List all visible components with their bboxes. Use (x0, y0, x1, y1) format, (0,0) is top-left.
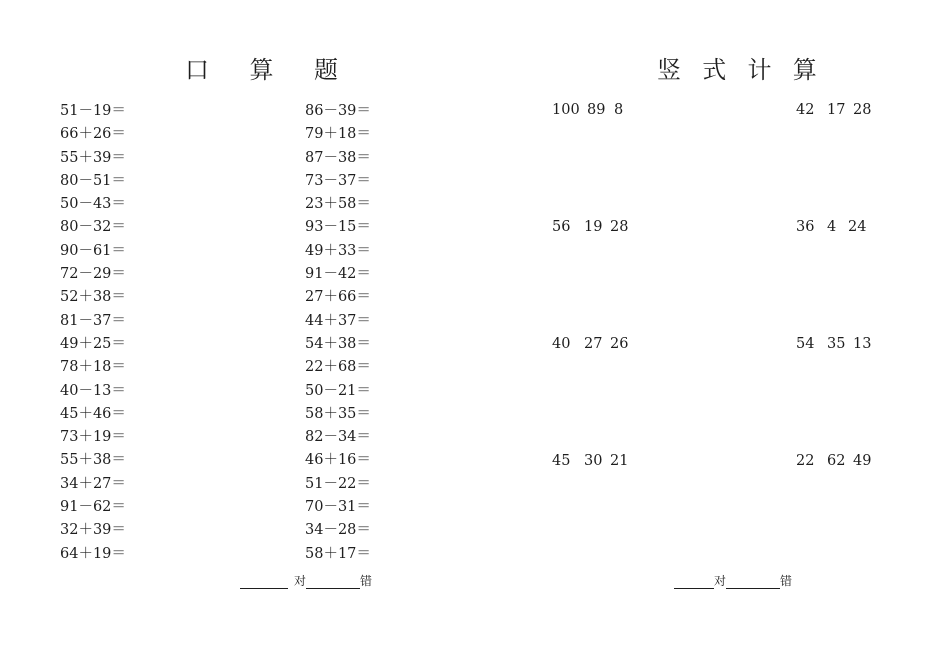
correct-count-blank (240, 574, 288, 589)
oral-problem: 73－37＝ (305, 172, 371, 189)
oral-problem: 55＋38＝ (60, 452, 126, 469)
oral-problem: 51－22＝ (305, 475, 371, 492)
operand-number: 56 (552, 219, 571, 235)
oral-problem: 54＋38＝ (305, 335, 371, 352)
oral-problem: 55＋39＝ (60, 149, 126, 166)
operand-number: 100 (552, 102, 580, 118)
vertical-problem (796, 102, 871, 118)
operand-number: 89 (587, 102, 606, 118)
operand-number: 28 (853, 102, 872, 118)
operand-number: 42 (796, 102, 815, 118)
oral-problem: 91－62＝ (60, 499, 126, 516)
oral-problem: 81－37＝ (60, 312, 126, 329)
oral-arithmetic-title: 口 算 题 (185, 56, 341, 84)
vertical-problem (796, 336, 871, 352)
oral-problem: 79＋18＝ (305, 126, 371, 143)
oral-problem: 50－21＝ (305, 382, 371, 399)
operand-number: 13 (853, 336, 872, 352)
operand-number: 62 (827, 453, 846, 469)
oral-problem: 32＋39＝ (60, 522, 126, 539)
correct-label: 对 (294, 574, 307, 588)
oral-problem: 34－28＝ (305, 522, 371, 539)
oral-problem: 23＋58＝ (305, 196, 371, 213)
score-line-right (674, 572, 792, 589)
oral-problem: 49＋33＝ (305, 242, 371, 259)
oral-problem: 49＋25＝ (60, 335, 126, 352)
operand-number: 21 (610, 453, 629, 469)
oral-problem: 66＋26＝ (60, 126, 126, 143)
oral-problem: 82－34＝ (305, 429, 371, 446)
vertical-problem (796, 219, 866, 235)
oral-problem: 58＋17＝ (305, 545, 371, 562)
operand-number: 17 (827, 102, 846, 118)
operand-number: 45 (552, 453, 571, 469)
score-line-left (240, 572, 372, 589)
operand-number: 26 (610, 336, 629, 352)
oral-problem: 64＋19＝ (60, 545, 126, 562)
vertical-problem (552, 219, 628, 235)
operand-number: 28 (610, 219, 629, 235)
oral-problem: 45＋46＝ (60, 405, 126, 422)
oral-problem: 87－38＝ (305, 149, 371, 166)
vertical-problem (552, 102, 623, 118)
oral-problem: 27＋66＝ (305, 289, 371, 306)
correct-count-blank (674, 574, 714, 589)
wrong-label: 错 (360, 574, 373, 588)
oral-problem: 40－13＝ (60, 382, 126, 399)
operand-number: 30 (584, 453, 603, 469)
operand-number: 49 (853, 453, 872, 469)
oral-problem: 34＋27＝ (60, 475, 126, 492)
oral-problem: 80－32＝ (60, 219, 126, 236)
oral-problem: 58＋35＝ (305, 405, 371, 422)
oral-problem: 91－42＝ (305, 266, 371, 283)
vertical-problem (552, 336, 628, 352)
oral-problem: 70－31＝ (305, 499, 371, 516)
oral-column-right (305, 100, 371, 566)
operand-number: 27 (584, 336, 603, 352)
vertical-problem (552, 453, 628, 469)
oral-problem: 50－43＝ (60, 196, 126, 213)
operand-number: 22 (796, 453, 815, 469)
operand-number: 35 (827, 336, 846, 352)
oral-problem: 80－51＝ (60, 172, 126, 189)
correct-label: 对 (714, 574, 727, 588)
operand-number: 54 (796, 336, 815, 352)
oral-problem: 93－15＝ (305, 219, 371, 236)
oral-problem: 72－29＝ (60, 266, 126, 283)
operand-number: 8 (614, 102, 624, 118)
wrong-count-blank (306, 574, 360, 589)
oral-problem: 73＋19＝ (60, 429, 126, 446)
wrong-label: 错 (780, 574, 793, 588)
operand-number: 4 (827, 219, 837, 235)
oral-problem: 44＋37＝ (305, 312, 371, 329)
oral-problem: 90－61＝ (60, 242, 126, 259)
oral-problem: 46＋16＝ (305, 452, 371, 469)
operand-number: 24 (848, 219, 867, 235)
oral-problem: 51－19＝ (60, 103, 126, 119)
operand-number: 19 (584, 219, 603, 235)
vertical-calculation-title: 竖 式 计 算 (657, 56, 819, 84)
operand-number: 36 (796, 219, 815, 235)
operand-number: 40 (552, 336, 571, 352)
wrong-count-blank (726, 574, 780, 589)
oral-problem: 78＋18＝ (60, 359, 126, 376)
oral-problem: 22＋68＝ (305, 359, 371, 376)
vertical-problem (796, 453, 871, 469)
oral-problem: 52＋38＝ (60, 289, 126, 306)
oral-column-left (60, 100, 126, 566)
oral-problem: 86－39＝ (305, 103, 371, 119)
